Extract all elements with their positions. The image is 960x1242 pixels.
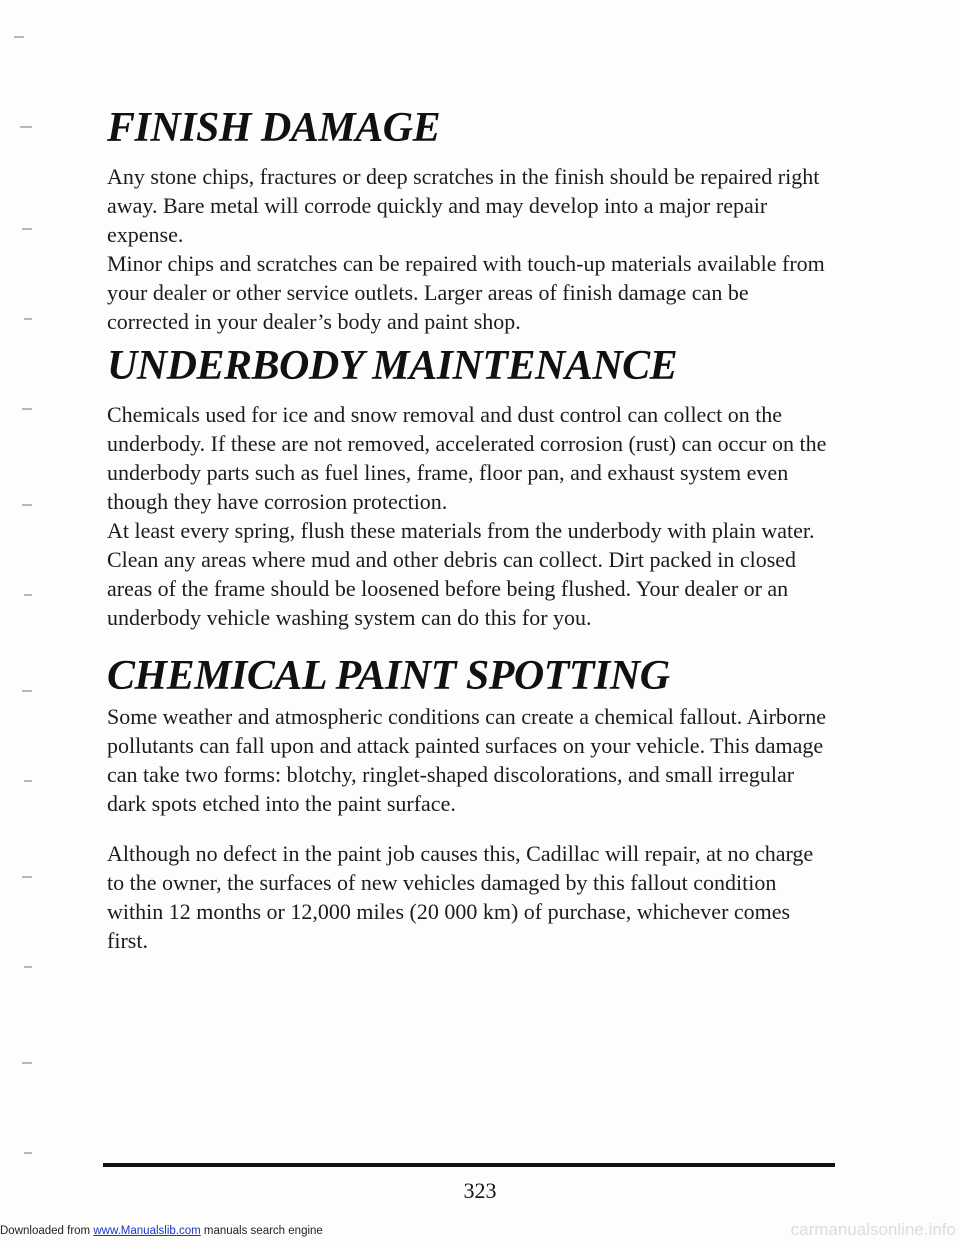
margin-tick <box>22 228 32 230</box>
margin-tick <box>24 318 32 320</box>
paragraph: Some weather and atmospheric conditions can create a chemical fallout. Airborne pollutants can fall upon and attack painted surfaces on your vehicle. This damage can take two forms: blotchy, ringlet-shaped discolorations, and small irregular dark spots etched into the paint surface. <box>107 704 826 816</box>
paragraph: Minor chips and scratches can be repaired with touch-up materials available from your dealer or other service outlets. Larger areas of finish damage can be corrected in your dealer’s body and paint shop. <box>107 251 825 334</box>
watermark: carmanualsonline.info <box>790 1220 956 1239</box>
footer-rule <box>103 1163 835 1167</box>
margin-tick <box>14 36 24 38</box>
section-heading-underbody-maintenance: UNDERBODY MAINTENANCE <box>107 343 678 389</box>
paragraph: Any stone chips, fractures or deep scratches in the finish should be repaired right away. Bare metal will corrode quickly and may develop into a major repair expense. <box>107 164 820 247</box>
footer-suffix: manuals search engine <box>200 1225 323 1237</box>
margin-tick <box>20 126 32 128</box>
page-number: 323 <box>463 1178 497 1203</box>
margin-tick <box>22 876 32 878</box>
manualslib-link[interactable]: www.Manualslib.com <box>93 1225 201 1237</box>
margin-tick <box>24 780 32 782</box>
download-footer <box>0 1225 323 1237</box>
margin-tick <box>22 1062 32 1064</box>
section-heading-chemical-paint-spotting: CHEMICAL PAINT SPOTTING <box>107 653 670 699</box>
margin-tick <box>24 966 32 968</box>
margin-tick <box>22 690 32 692</box>
margin-ticks <box>0 0 40 1242</box>
margin-tick <box>24 594 32 596</box>
paragraph: At least every spring, flush these materials from the underbody with plain water. Clean any areas where mud and other debris can collect. Dirt packed in closed areas of the frame should be loosened before being flushed. Your dealer or an underbody vehicle washing system can do this for you. <box>107 518 815 630</box>
margin-tick <box>24 1152 32 1154</box>
margin-tick <box>22 504 32 506</box>
paragraph: Although no defect in the paint job causes this, Cadillac will repair, at no charge to the owner, the surfaces of new vehicles damaged by this fallout condition within 12 months or 12,000 miles (20 000 km) of purchase, whichever comes first. <box>107 841 814 953</box>
paragraph: Chemicals used for ice and snow removal and dust control can collect on the underbody. If these are not removed, accelerated corrosion (rust) can occur on the underbody parts such as fuel lines, frame, floor pan, and exhaust system even though they have corrosion protection. <box>107 402 827 514</box>
footer-prefix: Downloaded from <box>0 1225 94 1237</box>
margin-tick <box>22 408 32 410</box>
section-heading-finish-damage: FINISH DAMAGE <box>107 105 441 151</box>
